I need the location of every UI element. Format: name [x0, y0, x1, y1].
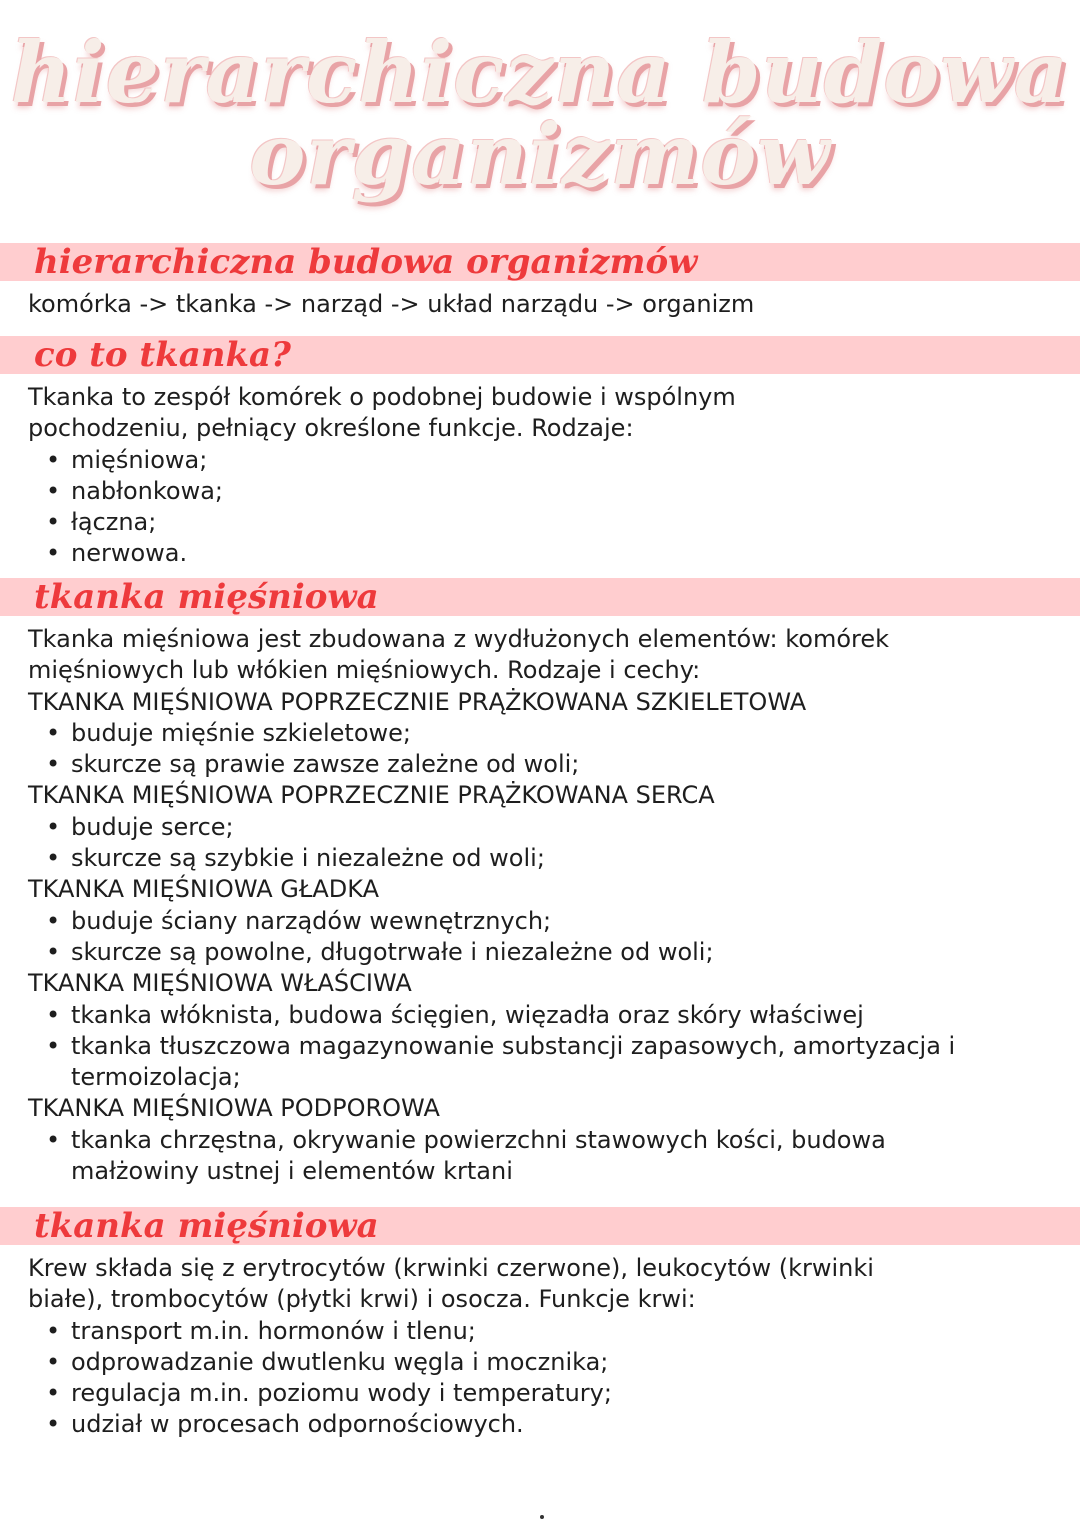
paragraph-line: białe), trombocytów (płytki krwi) i osocza. Funkcje krwi: [28, 1285, 696, 1314]
muscle-type-title: TKANKA MIĘŚNIOWA PODPOROWA [28, 1094, 440, 1123]
section-header-blood [0, 1207, 1080, 1245]
list-item: • buduje serce; [28, 812, 1048, 843]
list-item: • buduje mięśnie szkieletowe; [28, 718, 1048, 749]
list-item: • udział w procesach odpornościowych. [28, 1409, 1048, 1440]
muscle-type-title: TKANKA MIĘŚNIOWA POPRZECZNIE PRĄŻKOWANA SERCA [28, 781, 715, 810]
hierarchy-chain: komórka -> tkanka -> narząd -> układ narządu -> organizm [28, 290, 755, 318]
section-heading: tkanka mięśniowa [34, 577, 379, 617]
muscle-type-title: TKANKA MIĘŚNIOWA WŁAŚCIWA [28, 969, 412, 998]
list-item: • regulacja m.in. poziomu wody i temperatury; [28, 1378, 1048, 1409]
muscle-type-list [28, 718, 1048, 781]
muscle-type-list [28, 1125, 1048, 1188]
paragraph-line: pochodzeniu, pełniący określone funkcje. Rodzaje: [28, 414, 634, 443]
section-header-muscle [0, 578, 1080, 616]
page-title-line-2: organizmów [249, 105, 831, 204]
list-item: • tkanka chrzęstna, okrywanie powierzchni stawowych kości, budowa małżowiny ustnej i elementów krtani [28, 1125, 971, 1188]
list-item: • łączna; [28, 507, 1048, 538]
section-body-hierarchy [28, 289, 1048, 320]
blood-functions-list [28, 1316, 1048, 1441]
list-item: • mięśniowa; [28, 445, 1048, 476]
list-item: • nerwowa. [28, 538, 1048, 569]
section-heading: co to tkanka? [34, 335, 291, 375]
list-item: • transport m.in. hormonów i tlenu; [28, 1316, 1048, 1347]
tissue-types-list [28, 445, 1048, 570]
section-body-muscle [28, 624, 1048, 1187]
section-heading: hierarchiczna budowa organizmów [34, 242, 698, 282]
stray-dot [540, 1515, 544, 1519]
list-item: • tkanka tłuszczowa magazynowanie substancji zapasowych, amortyzacja i termoizolacja; [28, 1031, 971, 1094]
section-heading: tkanka mięśniowa [34, 1206, 379, 1246]
page-title-line-1: hierarchiczna budowa [10, 23, 1070, 122]
muscle-type-list [28, 906, 1048, 969]
muscle-type-title: TKANKA MIĘŚNIOWA POPRZECZNIE PRĄŻKOWANA SZKIELETOWA [28, 687, 807, 716]
paragraph-line: Tkanka mięśniowa jest zbudowana z wydłużonych elementów: komórek [28, 625, 890, 653]
paragraph-line: mięśniowych lub włókien mięśniowych. Rodzaje i cechy: [28, 656, 701, 685]
list-item: • odprowadzanie dwutlenku węgla i mocznika; [28, 1347, 1048, 1378]
paragraph-line: Tkanka to zespół komórek o podobnej budowie i wspólnym [28, 383, 736, 411]
section-body-blood [28, 1253, 1048, 1441]
list-item: • skurcze są powolne, długotrwałe i niezależne od woli; [28, 937, 1048, 968]
section-body-tissue [28, 382, 1048, 570]
list-item: • nabłonkowa; [28, 476, 1048, 507]
list-item: • skurcze są szybkie i niezależne od woli; [28, 843, 1048, 874]
section-header-tissue [0, 336, 1080, 374]
muscle-type-list [28, 812, 1048, 875]
list-item: • skurcze są prawie zawsze zależne od woli; [28, 749, 1048, 780]
muscle-type-list [28, 1000, 1048, 1094]
paragraph-line: Krew składa się z erytrocytów (krwinki czerwone), leukocytów (krwinki [28, 1254, 874, 1282]
list-item: • tkanka włóknista, budowa ścięgien, więzadła oraz skóry właściwej [28, 1000, 1048, 1031]
section-header-hierarchy [0, 243, 1080, 281]
list-item: • buduje ściany narządów wewnętrznych; [28, 906, 1048, 937]
muscle-type-title: TKANKA MIĘŚNIOWA GŁADKA [28, 875, 379, 904]
